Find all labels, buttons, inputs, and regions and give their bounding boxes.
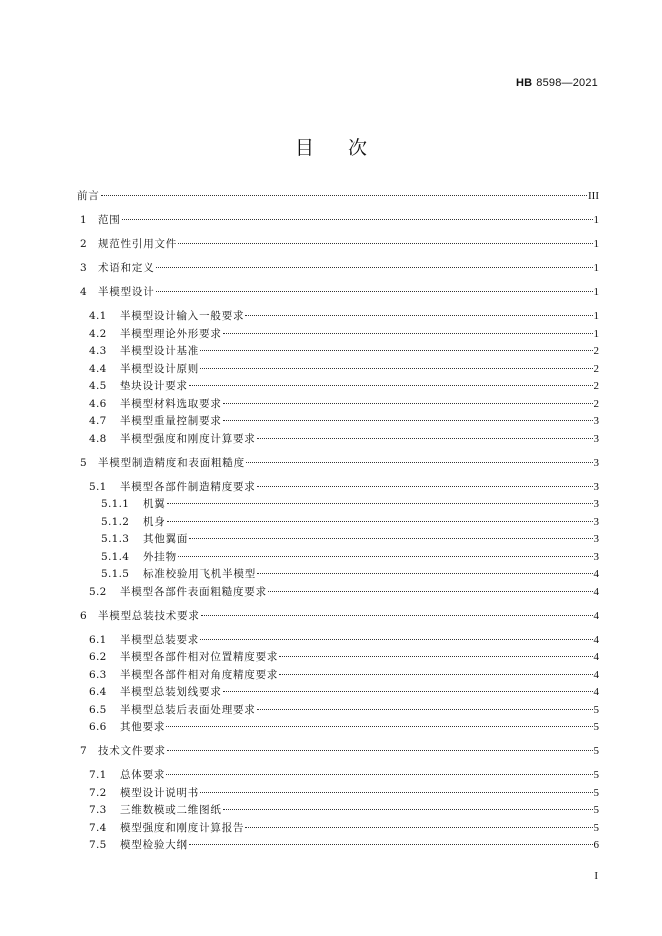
toc-entry-label: 半模型各部件相对角度精度要求: [120, 668, 279, 681]
toc-entry-page: 3: [593, 515, 599, 528]
toc-entry-label: 三维数模或二维图纸: [120, 804, 222, 816]
toc-entry-label: 半模型制造精度和表面粗糙度: [98, 456, 245, 469]
standard-code: 8598—2021: [536, 77, 598, 89]
toc-leader-dots: [223, 420, 593, 421]
toc-entry-number: 5.1.4: [101, 550, 130, 563]
toc-leader-dots: [223, 691, 593, 692]
toc-leader-dots: [223, 809, 593, 810]
toc-entry-page: 5: [593, 786, 599, 799]
toc-entry-page: 6: [593, 839, 599, 851]
toc-entry-number: 1: [80, 214, 87, 226]
toc-entry-label: 半模型设计原则: [120, 362, 200, 375]
toc-entry-number: 5.1.1: [101, 498, 130, 510]
toc-entry-label: 机翼: [143, 498, 166, 510]
toc-entry-page: 5: [593, 821, 599, 834]
toc-leader-dots: [167, 503, 593, 504]
toc-entry-page: 3: [593, 415, 599, 427]
toc-entry-label: 半模型总装划线要求: [120, 686, 222, 698]
toc-leader-dots: [200, 639, 592, 640]
toc-entry-page: 5: [593, 804, 599, 816]
toc-entry-number: 7.2: [89, 786, 107, 799]
toc-entry-page: 3: [593, 550, 599, 563]
toc-leader-dots: [167, 750, 593, 751]
toc-entry-page: 3: [593, 480, 599, 493]
toc-entry[interactable]: [77, 378, 599, 394]
toc-entry-label: 半模型各部件表面粗糙度要求: [120, 585, 267, 598]
toc-entry-label: 半模型强度和刚度计算要求: [120, 432, 256, 445]
toc-leader-dots: [246, 462, 593, 463]
toc-entry-number: 4.5: [89, 380, 107, 392]
toc-leader-dots: [201, 615, 593, 616]
toc-entry-page: 3: [593, 456, 599, 469]
toc-entry[interactable]: [77, 584, 599, 600]
toc-entry[interactable]: [77, 343, 599, 359]
toc-entry[interactable]: [77, 236, 599, 252]
toc-entry-page: 5: [593, 721, 599, 733]
toc-entry-label: 标准校验用飞机半模型: [143, 568, 256, 580]
toc-entry-label: 半模型总装技术要求: [98, 609, 200, 622]
toc-entry-page: 3: [593, 533, 599, 545]
toc-entry[interactable]: [77, 188, 599, 204]
toc-entry[interactable]: [77, 479, 599, 495]
toc-entry[interactable]: [77, 455, 599, 471]
toc-entry-label: 半模型各部件相对位置精度要求: [120, 651, 279, 663]
toc-entry-number: 6.1: [89, 633, 107, 646]
toc-leader-dots: [257, 438, 593, 439]
toc-entry-page: 1: [593, 327, 599, 340]
toc-entry[interactable]: [77, 785, 599, 801]
toc-leader-dots: [268, 591, 593, 592]
standard-number: [516, 77, 598, 89]
toc-entry-page: 2: [593, 345, 599, 357]
toc-entry-page: 5: [593, 745, 599, 757]
toc-leader-dots: [200, 350, 592, 351]
toc-leader-dots: [122, 219, 593, 220]
toc-entry[interactable]: [77, 260, 599, 276]
toc-leader-dots: [166, 774, 592, 775]
toc-entry-label: 半模型设计基准: [120, 345, 200, 357]
toc-entry[interactable]: [77, 326, 599, 342]
toc-entry-page: 1: [593, 214, 599, 226]
toc-entry-label: 前言: [77, 190, 100, 202]
toc-entry-page: 4: [593, 686, 599, 698]
toc-entry-label: 半模型总装要求: [120, 633, 200, 646]
toc-entry[interactable]: [77, 767, 599, 783]
toc-entry[interactable]: [77, 719, 599, 735]
toc-entry-number: 4.8: [89, 432, 107, 445]
toc-entry-label: 其他要求: [120, 721, 166, 733]
toc-entry-number: 5.1.3: [101, 533, 130, 545]
toc-entry-label: 技术文件要求: [98, 745, 166, 757]
toc-entry[interactable]: [77, 684, 599, 700]
toc-entry-number: 7: [80, 745, 87, 757]
toc-leader-dots: [178, 556, 593, 557]
toc-leader-dots: [245, 315, 592, 316]
toc-entry-number: 6.6: [89, 721, 107, 733]
toc-entry[interactable]: [77, 531, 599, 547]
toc-entry-label: 范围: [98, 214, 121, 226]
toc-leader-dots: [189, 538, 592, 539]
toc-leader-dots: [200, 792, 592, 793]
toc-leader-dots: [279, 674, 592, 675]
toc-entry-page: 4: [593, 585, 599, 598]
toc-leader-dots: [156, 291, 593, 292]
toc-entry-label: 模型设计说明书: [120, 786, 200, 799]
toc-leader-dots: [257, 573, 593, 574]
toc-entry-page: 2: [593, 397, 599, 410]
toc-entry-number: 6.5: [89, 703, 107, 716]
toc-entry[interactable]: [77, 820, 599, 836]
toc-entry-page: 4: [593, 568, 599, 580]
toc-entry-page: 3: [593, 498, 599, 510]
standard-prefix: HB: [515, 77, 533, 89]
toc-entry[interactable]: [77, 837, 599, 853]
toc-entry[interactable]: [77, 212, 599, 228]
toc-entry-page: 2: [593, 380, 599, 392]
page-number: I: [594, 870, 598, 882]
toc-entry-number: 7.3: [89, 804, 107, 816]
toc-entry-number: 5.1.2: [101, 515, 130, 528]
toc-entry[interactable]: [77, 566, 599, 582]
toc-entry-number: 5.1: [89, 480, 107, 493]
toc-entry-page: III: [588, 190, 599, 202]
toc-entry[interactable]: [77, 608, 599, 624]
toc-entry[interactable]: [77, 396, 599, 412]
toc-entry-label: 机身: [143, 515, 166, 528]
toc-entry-page: 4: [593, 651, 599, 663]
toc-entry-number: 5.2: [89, 585, 107, 598]
toc-entry-number: 6.2: [89, 651, 107, 663]
toc-entry-label: 半模型设计: [98, 286, 155, 298]
toc-leader-dots: [189, 844, 593, 845]
toc-entry-number: 4.1: [89, 310, 107, 322]
toc-entry-number: 4.4: [89, 362, 107, 375]
toc-entry-label: 术语和定义: [98, 262, 155, 274]
toc-entry-label: 模型强度和刚度计算报告: [120, 821, 245, 834]
toc-entry[interactable]: [77, 308, 599, 324]
toc-entry-page: 2: [593, 362, 599, 375]
toc-entry[interactable]: [77, 361, 599, 377]
toc-entry-number: 4: [80, 286, 87, 298]
toc-entry[interactable]: [77, 702, 599, 718]
toc-entry-number: 5.1.5: [101, 568, 130, 580]
toc-entry-number: 7.4: [89, 821, 107, 834]
toc-entry-number: 7.1: [89, 769, 107, 781]
toc-leader-dots: [178, 243, 592, 244]
toc-entry-number: 2: [80, 238, 87, 250]
toc-leader-dots: [167, 521, 593, 522]
toc-entry-number: 5: [80, 456, 87, 469]
toc-entry-page: 4: [593, 633, 599, 646]
toc-leader-dots: [156, 267, 593, 268]
toc-entry-label: 半模型各部件制造精度要求: [120, 480, 256, 493]
toc-entry-page: 1: [593, 238, 599, 250]
toc-entry-page: 1: [593, 310, 599, 322]
toc-entry-page: 4: [593, 609, 599, 622]
toc-entry[interactable]: [77, 649, 599, 665]
toc-entry-label: 垫块设计要求: [120, 380, 188, 392]
toc-leader-dots: [101, 195, 587, 196]
toc-entry-number: 3: [80, 262, 87, 274]
toc-entry-label: 半模型理论外形要求: [120, 327, 222, 340]
toc-entry-label: 半模型重量控制要求: [120, 415, 222, 427]
toc-entry-page: 1: [593, 286, 599, 298]
toc-leader-dots: [245, 827, 592, 828]
toc-leader-dots: [223, 403, 593, 404]
toc-leader-dots: [189, 385, 593, 386]
toc-entry-number: 4.7: [89, 415, 107, 427]
toc-entry[interactable]: [77, 743, 599, 759]
page-title: 目次: [294, 137, 401, 159]
toc-entry-label: 外挂物: [143, 550, 177, 563]
toc-entry-page: 3: [593, 432, 599, 445]
toc-entry[interactable]: [77, 632, 599, 648]
toc-entry-label: 模型检验大纲: [120, 839, 188, 851]
toc-entry-label: 半模型总装后表面处理要求: [120, 703, 256, 716]
toc-entry-label: 半模型材料选取要求: [120, 397, 222, 410]
toc-entry-page: 5: [593, 769, 599, 781]
toc-entry-number: 6.3: [89, 668, 107, 681]
toc-entry-number: 7.5: [89, 839, 107, 851]
toc-leader-dots: [257, 486, 593, 487]
toc-leader-dots: [279, 656, 592, 657]
toc-entry-label: 半模型设计输入一般要求: [120, 310, 245, 322]
toc-entry-number: 4.6: [89, 397, 107, 410]
toc-entry-label: 规范性引用文件: [98, 238, 178, 250]
toc-entry[interactable]: [77, 496, 599, 512]
toc-entry[interactable]: [77, 549, 599, 565]
toc-leader-dots: [223, 333, 593, 334]
toc-leader-dots: [200, 368, 592, 369]
toc-entry-number: 4.3: [89, 345, 107, 357]
toc-entry[interactable]: [77, 413, 599, 429]
toc-entry-number: 6: [80, 609, 87, 622]
toc-entry-page: 4: [593, 668, 599, 681]
toc-entry-label: 其他翼面: [143, 533, 189, 545]
toc-leader-dots: [257, 709, 593, 710]
toc-entry[interactable]: [77, 802, 599, 818]
toc-leader-dots: [166, 726, 592, 727]
toc-entry[interactable]: [77, 284, 599, 300]
toc-entry-page: 1: [593, 262, 599, 274]
toc-entry-page: 5: [593, 703, 599, 716]
toc-entry[interactable]: [77, 431, 599, 447]
toc-entry[interactable]: [77, 667, 599, 683]
toc-entry-number: 6.4: [89, 686, 107, 698]
toc-entry-number: 4.2: [89, 327, 107, 340]
toc-entry-label: 总体要求: [120, 769, 166, 781]
toc-entry[interactable]: [77, 514, 599, 530]
